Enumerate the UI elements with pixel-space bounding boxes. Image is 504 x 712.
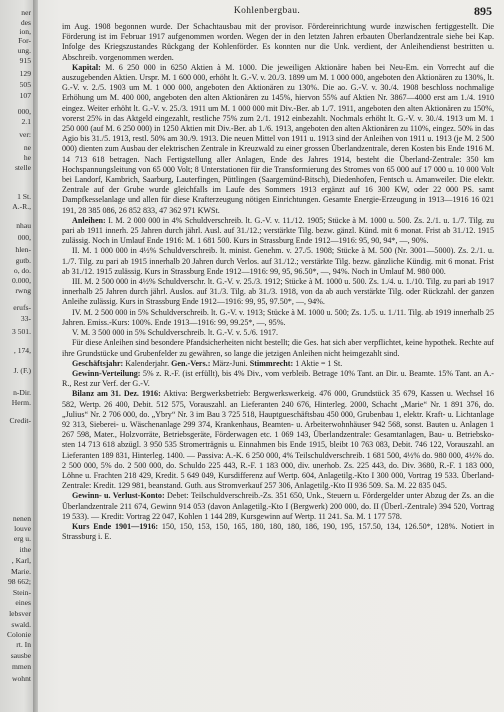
body-paragraph (62, 522, 494, 542)
margin-fragment: sausbe (10, 651, 31, 660)
margin-fragment: 000, (17, 233, 31, 242)
margin-fragment: ithe (19, 545, 31, 554)
paragraph-text: M. 6 250 000 in 6250 Aktien à M. 1000. Die jeweiligen Aktionäre haben bei Neu-Em. ein Vorrecht auf die auszugebenden Aktien. Urspr. M. 1 600 000, erhöht lt. G.-V. v. 20./3. 1899 um M. 1 000 000, angeboten den Aktionären zu 130%, lt. G.-V. v. 2./5. 1903 um M. 1 000 000, angeboten den Aktionären zu 130%. Die ao. G.-V. v. 30./4. 1908 beschloss nochmalige Erhöhung um M. 400 000, angeboten den alten Aktionären zu 145%, hiervon 55% auf Aktien Nr. 3867—4000 erst am 1./4. 1910 eingez. Weiter erhöht lt. G.-V. v. 25./3. 1911 um M. 1 000 000 mit Div.-Ber. ab 1./7. 1911, angeboten den alten Aktionären zu 150%, vorerst 25% in das Aktgeld eingezahlt, restliche 75% zum 2./1. 1912 einbezahlt. Nochmals erhöht lt. G.-V. v. 30./4. 1913 um M. 1 250 000 (auf M. 6 250 000) in 1250 Aktien mit Div.-Ber. ab 1./6. 1913, angeboten den alten Aktionären zu 110%, eingez. 50% in das Agio bis 31./5. 1913, restl. 50% am 30./9. 1913. Die neuen Mittel von 1911 u. 1913 sind der Anleihen von 1911 u. 1913 (je M. 2 500 000) dienten zum Ausbau der elektrischen Zentrale in Kreuzwald zu einer grossen Überlandzentrale, deren Kosten bis Ende 1916 M. 14 713 618 betragen. Nach Fertigstellung aller Anlagen, Ende des Jahres 1914, besteht die Überland-Zentrale: 350 km Hochspannungsleitung von 65 000 Volt; 8 Unterstationen für die Transformierung des Stromes von 65 000 auf 17 000 u. 10 000 Volt bei Landorf, Kambrich, Saarburg, Lauterfingen, Püttlingen (Saargemünd-Bitsch), Diedenhofen, Fentsch u. Amanweiler. Die elektr. Zentrale auf der Grube wurde gleichfalls im Laufe des Sommers 1913 ergänzt auf 16 300 KW, oder 22 000 PS. samt Dampfkesselanlage und allen für diese Krafterzeugung nötigen Einrichtungen. Gesamte Energie-Erzeugung in 1913—1916 16 021 191, 28 385 086, 26 852 833, 47 362 971 KWSt. (62, 62, 494, 215)
margin-fragment: ner (21, 8, 31, 17)
margin-fragment: gutb. (15, 256, 31, 265)
body-paragraph (62, 359, 494, 369)
margin-fragment: A.-R., (12, 202, 31, 211)
body-paragraph (62, 389, 494, 491)
margin-fragment: n-Dir. (13, 388, 31, 397)
margin-fragment: J. (F.) (13, 366, 31, 375)
margin-fragment: rt. In (16, 640, 31, 649)
margin-fragment: Herm. (11, 398, 31, 407)
margin-fragment: o, do. (13, 266, 31, 275)
margin-fragment: mmen (12, 662, 31, 671)
margin-fragment: 3 501. (12, 327, 31, 336)
paragraph-text: Aktiva: Bergwerksbetrieb: Bergwerkswerkeig. 476 000, Grundstück 35 679, Kassen u. Wechsel 16 582, Wertp. 26 400, Debit. 512 575, Vorauszahl. an Lieferanten 240 676, Hinterleg. 2000, Schacht „Marie“ Nr. 1 891 376, do. „Julius“ Nr. 2 706 000, do. „Ybry“ Nr. 3 im Bau 3 725 518, Hauptgueschäftsbau 450 000, Grubenbau 1, elektr. Kraft- u. Lichtanlage 92 313, Sieberei- u. Wäschenanlage 299 374, Krankenhaus, Beamten- u. Arbeiterwohnhäuser 942 568, sonst. Bauten u. Anlagen 1 267 598, Mater., Holzvorräte, Betriebsgeräte, Förderwagen etc. 1 069 143, Überlandzentrale: Gesamtanlagen, Bau- u. Betriebsko- sten 14 713 618 abzügl. 3 950 535 Stromerträgnis u. Einnahmen bis Ende 1915, bleibt 10 763 083, Debit. 746 122, Vorauszahl. an Lieferanten 189 831, Hinterleg. 1400. — Passiva: A.-K. 6 250 000, 4% Teilschuldverschreib. 1 681 500, 4½% do. 980 000, 4½% do. 2 500 000, 5% do. 2 500 000, do. Schuldo 225 443, R.-F. 1 183 000, div. unerhob. Zs. 225 443, do. Div. 3680, R.-F. 1 183 000, Löhne u. Frachten 218 429, Kredit. 5 649 049, Kursdifferenz auf Wertp. 604, Anlagetilg.-Kto I 300 000, Vortrag 19 533. Überland-Zentrale: Kredit. 129 981, beanstand. Guth. aus Stromverkauf 257 306, Anlagetilg.-Kto II 936 509. Sa. M. 22 835 045. (62, 389, 494, 491)
paragraph-text: Debet: Teilschuldverschreib.-Zs. 351 650, Unk., Steuern u. Fördergelder unter Abzug der Zs. an die Überlandzentrale 211 674, Gewinn 914 053 (davon Anlagetilg.-Kto I (Bergwerk) 200 000, do. II (Überl.-Zentrale) 394 520, Vortrag 19 533). — Kredit: Vortrag 22 047, Kohlen 1 144 289, Kursgewinn auf Wertp. 11 241. Sa. M. 1 177 578. (62, 491, 494, 521)
margin-fragment: 107 (19, 91, 31, 100)
section-heading: Anleihen: (72, 215, 106, 225)
section-heading: Gewinn-Verteilung: (72, 368, 141, 378)
section-heading: Gewinn- u. Verlust-Konto: (72, 491, 165, 501)
margin-fragment: Stein- (12, 588, 31, 597)
paragraph-text: IV. M. 2 500 000 in 5% Schuldverschreib. lt. G.-V. v. 1913; Stücke à M. 1000 u. 500; Zs. 1./5. u. 1./11. Tilg. ab 1919 innerhalb 25 Jahren. Emiss.-Kurs: 100%. Ende 1913—1916: 99, 99.25*, —, 95%. (62, 307, 494, 327)
paragraph-text: 5% z. R.-F. (ist erfüllt), bis 4% Div., vom verbleib. Betrage 10% Tant. an Dir. u. Beamte. 15% Tant. an A.-R., Rest zur Verf. der G.-V. (62, 368, 494, 389)
margin-fragment: louve (14, 524, 31, 533)
section-heading: Bilanz am 31. Dez. 1916: (72, 389, 161, 399)
body-paragraph (62, 22, 494, 63)
margin-fragment: wohnt (12, 674, 31, 683)
margin-fragment: rwng (15, 286, 31, 295)
body-paragraph (62, 246, 494, 277)
paragraph-text: II. M. 1 000 000 in 4½% Schuldverschreib. lt. minist. Genehm. v. 27./5. 1908; Stücke à M. 500 (Nr. 3001—5000). Zs. 2./1. u. 1./7. Tilg. zu pari ab 1915 innerhalb 20 Jahren durch Verlos. auf 31./12.; verstärkte Tilg. bezw. gänzliche Kündig. mit 6 monat. Frist ab 31./12. 1915 zulässig. Kurs in Strassburg Ende 1912—1916: 99, 95, 96.50*, —, 94%. Noch in Umlauf M. 980 000. (62, 246, 494, 276)
margin-fragment: Credit- (9, 416, 31, 425)
margin-fragment: ver: (19, 130, 31, 139)
margin-fragment: ung. (17, 46, 31, 55)
paragraph-text: III. M. 2 500 000 in 4½% Schuldverschr. lt. G.-V. v. 25./3. 1912; Stücke à M. 1000 u. 500. Zs. 1./4. u. 1./10. Tilg. zu pari ab 1917 innerhalb 25 Jahren durch jährl. Auslos. auf 31./3. Tilg. ab 31./3. 1918, von da ab auch verstärkte Tilg. oder Rückzahl. der ganzen Anleihe zulässig. Kurs in Strassburg Ende 1912—1916: 99, 95, 97.50*, —, 94%. (62, 277, 494, 307)
margin-fragment: hlen- (15, 245, 31, 254)
section-heading: Gen.-Vers.: (171, 358, 211, 368)
body-paragraph (62, 338, 494, 358)
body-paragraph (62, 491, 494, 522)
margin-fragment: , 174, (13, 346, 31, 355)
body-paragraph (62, 328, 494, 338)
margin-fragment: des (20, 18, 31, 27)
margin-fragment: stelle (14, 163, 31, 172)
margin-fragment: nhau (16, 221, 31, 230)
section-heading: Kurs Ende 1901—1916: (72, 521, 159, 531)
paragraph-text: Kalenderjahr. (123, 358, 172, 368)
margin-fragment: 33- (20, 314, 31, 323)
margin-fragment: 915 (19, 56, 31, 65)
paragraph-text: 1 Aktie = 1 St. (293, 358, 343, 368)
margin-fragment: 98 662; (8, 577, 31, 586)
body-paragraph (62, 277, 494, 308)
margin-fragment: ion, (19, 27, 31, 36)
margin-fragment: erg u. (13, 534, 31, 543)
margin-fragment: 129 (19, 69, 31, 78)
margin-fragment: ne (23, 143, 31, 152)
paragraph-text: 150, 150, 153, 150, 165, 180, 180, 180, 186, 190, 195, 157.50, 134, 126.50*, 128%. Notiert in Strassburg i. E. (62, 521, 495, 542)
paragraph-text: Für diese Anleihen sind besondere Pfandsicherheiten nicht bestellt; die Ges. hat sich aber verpflichtet, keine hypothek. Rechte auf ihre Grundstücke und Grubenfelder zu gewähren, so lange die jetzigen Anleihen nicht heimgezahlt sind. (62, 338, 494, 358)
margin-fragment: swald. (11, 620, 31, 629)
margin-fragment: Marie. (10, 567, 31, 576)
margin-fragment: lebsver (9, 609, 31, 618)
running-title: Kohlenbergbau. (233, 6, 301, 16)
margin-fragment: 1 St. (17, 192, 31, 201)
paragraph-text: März-Juni. (210, 358, 250, 368)
section-heading: Geschäftsjahr: (72, 358, 124, 368)
body-paragraph (62, 369, 494, 389)
margin-fragment: For- (18, 36, 31, 45)
margin-fragment: 505 (19, 80, 31, 89)
margin-fragment: Colonie (6, 630, 31, 639)
book-spine-shadow (33, 0, 38, 712)
paragraph-text: im Aug. 1908 begonnen wurde. Der Schachtausbau mit der provisor. Fördereinrichtung wurde inzwischen fertiggestellt. Die Förderung ist im Februar 1917 aufgenommen worden. Wegen der in den letzten Jahren erbauten Überlandzentrale siehe bei Kap. Infolge des Kriegszustandes Rückgang der Kohlenförder. Es konnten nur die Unk. verdient, der Anleihendienst bestritten u. Abschreib. vorgenommen werden. (62, 22, 494, 62)
body-paragraph (62, 308, 494, 328)
margin-fragment: 000, (17, 107, 31, 116)
body-paragraph (62, 216, 494, 247)
adjacent-page-margin (0, 0, 34, 712)
section-heading: Kapital: (72, 62, 101, 72)
page-body (62, 22, 494, 542)
paragraph-text: V. M. 3 500 000 in 5% Schuldverschreib. lt. G.-V. v. 5./6. 1917. (72, 328, 279, 338)
margin-fragment: erufs- (13, 303, 31, 312)
body-paragraph (62, 63, 494, 216)
page-number: 895 (474, 4, 492, 18)
section-heading: Stimmrecht: (249, 358, 294, 368)
margin-fragment: 0.000, (12, 276, 31, 285)
page-header (40, 4, 494, 20)
margin-fragment: eines (15, 598, 31, 607)
margin-fragment: he (23, 153, 31, 162)
margin-fragment: 2.1 (21, 117, 31, 126)
margin-fragment: , Karl, (11, 556, 31, 565)
paragraph-text: I. M. 2 000 000 in 4% Schuldverschreib. lt. G.-V. v. 11./12. 1905; Stücke à M. 1000 u. 500. Zs. 2./1. u. 1./7. Tilg. zu pari ab 1911 innerh. 25 Jahren durch jährl. Ausl. auf 31./12.; verstärkte Tilg. bezw. gänzl. Künd. mit 6 monat. Frist ab 31./12. 1915 zulässig. Noch in Umlauf Ende 1916: M. 1 681 500. Kurs in Strassburg Ende 1912—1916: 95, 90, 94*, —, 90%. (62, 215, 494, 246)
margin-fragment: nenen (12, 514, 31, 523)
